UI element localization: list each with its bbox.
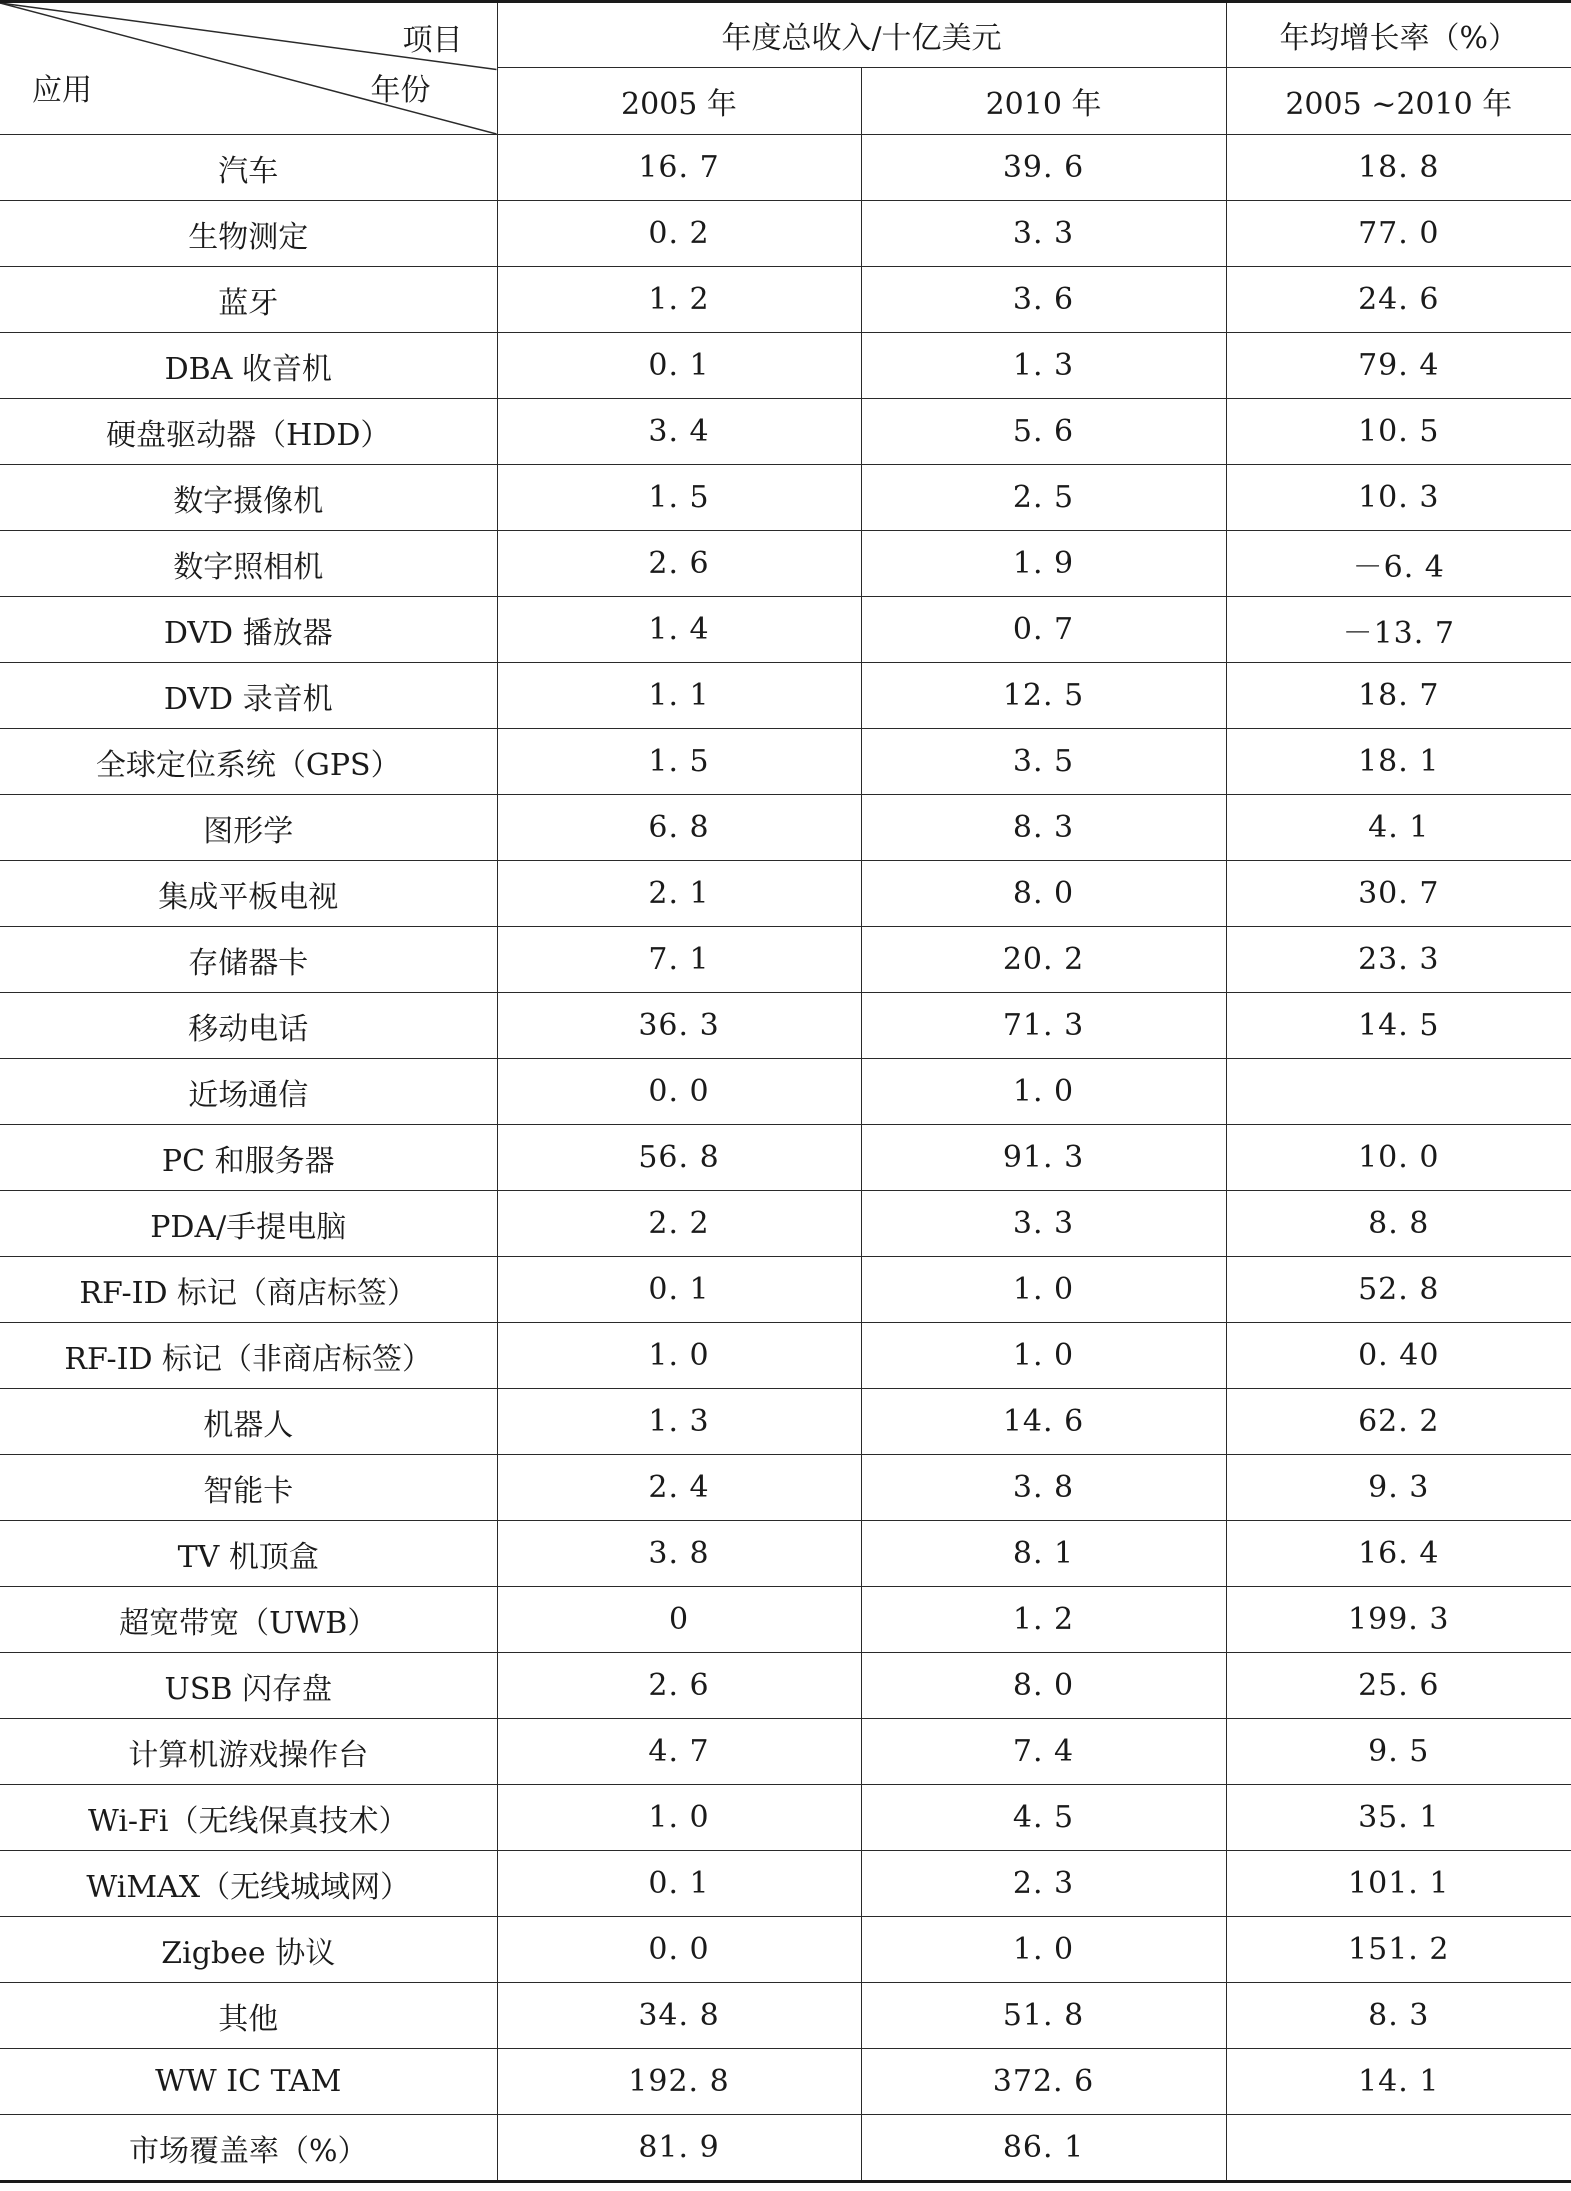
cell-revenue-2010: 7. 4 [861,1719,1226,1785]
cell-growth-rate: 25. 6 [1226,1653,1571,1719]
cell-revenue-2005: 0. 0 [497,1059,861,1125]
cell-revenue-2010: 91. 3 [861,1125,1226,1191]
cell-revenue-2010: 1. 0 [861,1917,1226,1983]
cell-application: 机器人 [0,1389,497,1455]
table-row [0,1719,1571,1785]
cell-growth-rate: 199. 3 [1226,1587,1571,1653]
cell-revenue-2005: 16. 7 [497,135,861,201]
cell-growth-rate: 30. 7 [1226,861,1571,927]
cell-revenue-2005: 6. 8 [497,795,861,861]
table-row [0,333,1571,399]
cell-growth-rate: －13. 7 [1226,597,1571,663]
cell-application: 其他 [0,1983,497,2049]
cell-application: 移动电话 [0,993,497,1059]
cell-application: Zigbee 协议 [0,1917,497,1983]
cell-revenue-2005: 2. 4 [497,1455,861,1521]
cell-revenue-2005: 0 [497,1587,861,1653]
cell-growth-rate: 79. 4 [1226,333,1571,399]
cell-revenue-2005: 34. 8 [497,1983,861,2049]
cell-revenue-2005: 1. 2 [497,267,861,333]
table-row [0,135,1571,201]
cell-application: Wi-Fi（无线保真技术） [0,1785,497,1851]
cell-growth-rate: 9. 5 [1226,1719,1571,1785]
table-row [0,1389,1571,1455]
cell-application: 计算机游戏操作台 [0,1719,497,1785]
cell-revenue-2010: 2. 3 [861,1851,1226,1917]
cell-growth-rate: 14. 1 [1226,2049,1571,2115]
cell-application: 图形学 [0,795,497,861]
table-row [0,267,1571,333]
revenue-group-header: 年度总收入/十亿美元 [497,2,1226,68]
table-row [0,1587,1571,1653]
cell-application: 汽车 [0,135,497,201]
cell-revenue-2005: 0. 1 [497,1257,861,1323]
cell-revenue-2010: 2. 5 [861,465,1226,531]
table-row [0,399,1571,465]
cell-revenue-2010: 8. 0 [861,1653,1226,1719]
cell-revenue-2005: 2. 1 [497,861,861,927]
cell-revenue-2010: 8. 3 [861,795,1226,861]
cell-revenue-2005: 1. 5 [497,729,861,795]
cell-revenue-2005: 56. 8 [497,1125,861,1191]
cell-growth-rate: 18. 8 [1226,135,1571,201]
cell-revenue-2010: 1. 0 [861,1323,1226,1389]
cell-revenue-2005: 2. 6 [497,531,861,597]
table-row [0,1191,1571,1257]
column-header-2010: 2010 年 [861,68,1226,135]
cell-revenue-2005: 0. 1 [497,333,861,399]
cell-revenue-2010: 3. 6 [861,267,1226,333]
cell-application: RF-ID 标记（非商店标签） [0,1323,497,1389]
cell-growth-rate: 10. 5 [1226,399,1571,465]
cell-application: 存储器卡 [0,927,497,993]
table-row [0,2115,1571,2182]
cell-revenue-2010: 1. 0 [861,1059,1226,1125]
table-header [0,2,1571,135]
cell-application: 全球定位系统（GPS） [0,729,497,795]
cell-application: DVD 录音机 [0,663,497,729]
cell-revenue-2010: 1. 2 [861,1587,1226,1653]
cell-growth-rate [1226,1059,1571,1125]
cell-application: 超宽带宽（UWB） [0,1587,497,1653]
table-row [0,795,1571,861]
table-row [0,1059,1571,1125]
cell-growth-rate: 52. 8 [1226,1257,1571,1323]
cell-revenue-2005: 36. 3 [497,993,861,1059]
table-row [0,993,1571,1059]
cell-application: PC 和服务器 [0,1125,497,1191]
table-row [0,1917,1571,1983]
table-row [0,663,1571,729]
cell-growth-rate [1226,2115,1571,2182]
cell-application: RF-ID 标记（商店标签） [0,1257,497,1323]
corner-label-item: 项目 [402,23,463,58]
cell-revenue-2010: 372. 6 [861,2049,1226,2115]
cell-revenue-2010: 4. 5 [861,1785,1226,1851]
cell-application: USB 闪存盘 [0,1653,497,1719]
cell-growth-rate: 9. 3 [1226,1455,1571,1521]
table-row [0,2049,1571,2115]
cell-revenue-2005: 7. 1 [497,927,861,993]
table-row [0,861,1571,927]
cell-revenue-2010: 86. 1 [861,2115,1226,2182]
cell-growth-rate: －6. 4 [1226,531,1571,597]
cell-growth-rate: 101. 1 [1226,1851,1571,1917]
cell-revenue-2005: 2. 6 [497,1653,861,1719]
cell-application: 蓝牙 [0,267,497,333]
table-row [0,201,1571,267]
cell-application: TV 机顶盒 [0,1521,497,1587]
cell-growth-rate: 10. 3 [1226,465,1571,531]
cell-growth-rate: 23. 3 [1226,927,1571,993]
cell-growth-rate: 18. 7 [1226,663,1571,729]
cell-revenue-2010: 20. 2 [861,927,1226,993]
cell-revenue-2010: 3. 5 [861,729,1226,795]
cell-revenue-2005: 0. 2 [497,201,861,267]
cell-application: PDA/手提电脑 [0,1191,497,1257]
cell-revenue-2005: 1. 0 [497,1323,861,1389]
table-row [0,1323,1571,1389]
cell-revenue-2010: 3. 3 [861,201,1226,267]
cell-application: 市场覆盖率（%） [0,2115,497,2182]
cell-revenue-2010: 71. 3 [861,993,1226,1059]
table-row [0,1125,1571,1191]
cell-revenue-2010: 1. 3 [861,333,1226,399]
cell-growth-rate: 14. 5 [1226,993,1571,1059]
cell-revenue-2005: 0. 0 [497,1917,861,1983]
cell-revenue-2005: 4. 7 [497,1719,861,1785]
cell-revenue-2005: 2. 2 [497,1191,861,1257]
cell-revenue-2010: 8. 1 [861,1521,1226,1587]
cell-growth-rate: 62. 2 [1226,1389,1571,1455]
table-row [0,597,1571,663]
cell-revenue-2010: 3. 8 [861,1455,1226,1521]
table-row [0,465,1571,531]
cell-revenue-2010: 14. 6 [861,1389,1226,1455]
table-row [0,927,1571,993]
corner-label-application: 应用 [32,73,92,108]
cell-revenue-2005: 1. 5 [497,465,861,531]
cell-revenue-2010: 1. 0 [861,1257,1226,1323]
cell-revenue-2005: 1. 3 [497,1389,861,1455]
corner-label-year: 年份 [370,73,431,108]
cell-revenue-2010: 3. 3 [861,1191,1226,1257]
cell-revenue-2005: 3. 4 [497,399,861,465]
table-row [0,1521,1571,1587]
cell-growth-rate: 10. 0 [1226,1125,1571,1191]
cell-revenue-2010: 12. 5 [861,663,1226,729]
table-row [0,1257,1571,1323]
cell-revenue-2010: 1. 9 [861,531,1226,597]
cell-application: 集成平板电视 [0,861,497,927]
table-row [0,1983,1571,2049]
cell-growth-rate: 16. 4 [1226,1521,1571,1587]
cell-application: 数字照相机 [0,531,497,597]
cell-revenue-2005: 0. 1 [497,1851,861,1917]
table-row [0,1455,1571,1521]
cell-revenue-2010: 39. 6 [861,135,1226,201]
cell-application: 生物测定 [0,201,497,267]
cell-application: 近场通信 [0,1059,497,1125]
table-body [0,135,1571,2182]
growth-group-header: 年均增长率（%） [1226,2,1571,68]
diagonal-corner-header [0,2,497,135]
cell-revenue-2010: 51. 8 [861,1983,1226,2049]
cell-growth-rate: 0. 40 [1226,1323,1571,1389]
column-header-growth-period: 2005 ~2010 年 [1226,68,1571,135]
header-row-1 [0,2,1571,68]
cell-revenue-2005: 1. 4 [497,597,861,663]
cell-application: WiMAX（无线城域网） [0,1851,497,1917]
table-row [0,1851,1571,1917]
cell-growth-rate: 24. 6 [1226,267,1571,333]
cell-revenue-2005: 1. 1 [497,663,861,729]
cell-growth-rate: 35. 1 [1226,1785,1571,1851]
cell-growth-rate: 18. 1 [1226,729,1571,795]
cell-growth-rate: 8. 3 [1226,1983,1571,2049]
cell-revenue-2005: 1. 0 [497,1785,861,1851]
cell-revenue-2005: 192. 8 [497,2049,861,2115]
cell-revenue-2010: 0. 7 [861,597,1226,663]
cell-application: 智能卡 [0,1455,497,1521]
table-row [0,1785,1571,1851]
cell-application: DBA 收音机 [0,333,497,399]
table-row [0,729,1571,795]
table-row [0,1653,1571,1719]
cell-growth-rate: 4. 1 [1226,795,1571,861]
cell-revenue-2010: 5. 6 [861,399,1226,465]
cell-revenue-2005: 3. 8 [497,1521,861,1587]
table-row [0,531,1571,597]
cell-growth-rate: 151. 2 [1226,1917,1571,1983]
cell-application: WW IC TAM [0,2049,497,2115]
cell-growth-rate: 77. 0 [1226,201,1571,267]
cell-revenue-2005: 81. 9 [497,2115,861,2182]
cell-growth-rate: 8. 8 [1226,1191,1571,1257]
cell-application: 硬盘驱动器（HDD） [0,399,497,465]
cell-application: DVD 播放器 [0,597,497,663]
column-header-2005: 2005 年 [497,68,861,135]
cell-application: 数字摄像机 [0,465,497,531]
cell-revenue-2010: 8. 0 [861,861,1226,927]
